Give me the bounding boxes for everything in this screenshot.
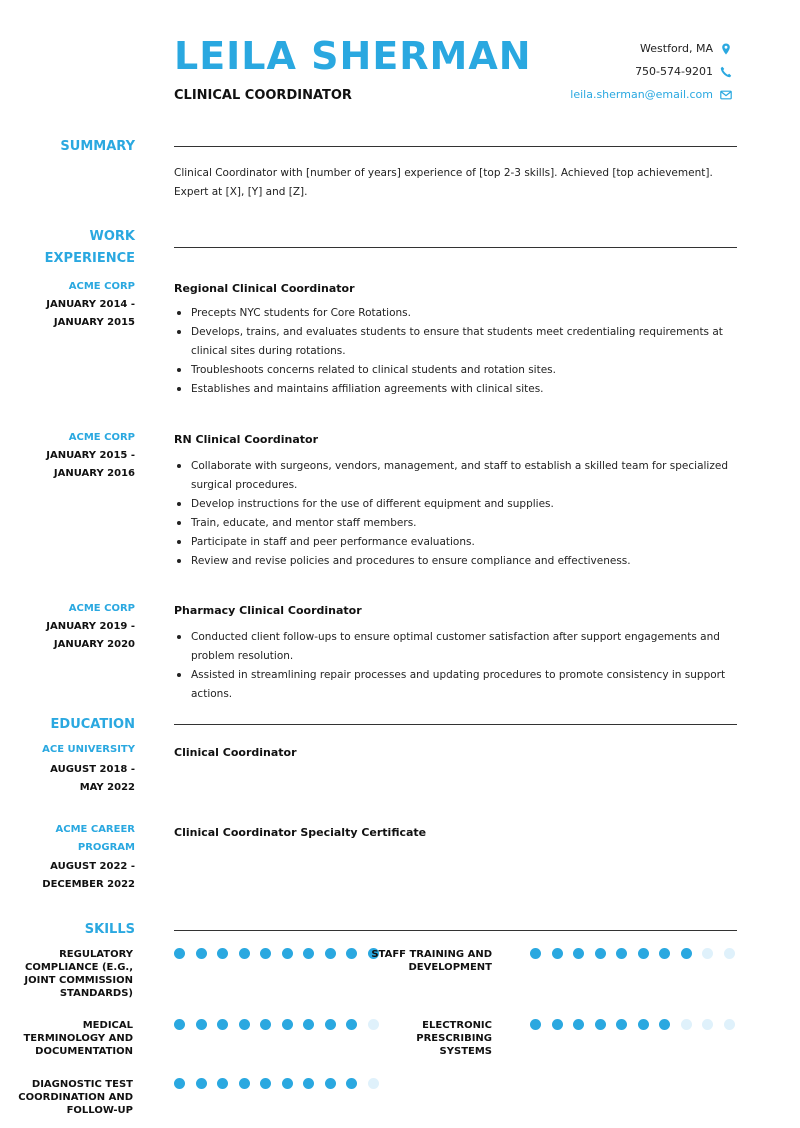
list-item: Precepts NYC students for Core Rotations. [174, 304, 737, 323]
education-divider [174, 724, 737, 725]
rating-dot-filled [595, 948, 606, 959]
rating-dot-empty [702, 948, 713, 959]
location-text: Westford, MA [640, 42, 713, 55]
list-item: Train, educate, and mentor staff members. [174, 514, 737, 533]
rating-dot-filled [659, 948, 670, 959]
job-2-dates [46, 447, 135, 483]
rating-dot-filled [196, 1078, 207, 1089]
edu-2-school-line2: PROGRAM [77, 842, 135, 853]
education-heading: EDUCATION [50, 717, 135, 732]
job-1-dates-start: JANUARY 2014 - [46, 299, 135, 310]
skill-1-rating [174, 948, 379, 959]
rating-dot-filled [174, 1019, 185, 1030]
job-3-dates [46, 618, 135, 654]
skill-1-name: REGULATORY COMPLIANCE (E.G., JOINT COMMISSION STANDARDS) [24, 949, 133, 999]
rating-dot-filled [659, 1019, 670, 1030]
work-heading-line1: WORK [89, 229, 135, 244]
skills-divider [174, 930, 737, 931]
rating-dot-filled [196, 1019, 207, 1030]
rating-dot-filled [638, 948, 649, 959]
job-1-title: Regional Clinical Coordinator [174, 282, 355, 295]
rating-dot-filled [217, 1019, 228, 1030]
rating-dot-filled [282, 948, 293, 959]
edu-2-dates-start: AUGUST 2022 - [50, 861, 135, 872]
rating-dot-filled [239, 948, 250, 959]
rating-dot-filled [573, 948, 584, 959]
job-3-bullets [174, 628, 737, 704]
summary-divider [174, 146, 737, 147]
job-3-company: ACME CORP [68, 603, 135, 614]
edu-1-degree: Clinical Coordinator [174, 746, 297, 759]
skill-2-rating [530, 948, 735, 959]
rating-dot-filled [260, 1019, 271, 1030]
skill-5-rating [174, 1078, 379, 1089]
rating-dot-filled [346, 1019, 357, 1030]
rating-dot-filled [282, 1019, 293, 1030]
rating-dot-filled [530, 948, 541, 959]
edu-1-dates-start: AUGUST 2018 - [50, 764, 135, 775]
rating-dot-filled [346, 948, 357, 959]
list-item: Develops, trains, and evaluates students to ensure that students meet credentialing requirements at clinical sites during rotations. [174, 323, 737, 361]
work-heading-line2: EXPERIENCE [44, 251, 135, 266]
job-3-dates-end: JANUARY 2020 [53, 639, 135, 650]
job-3-title: Pharmacy Clinical Coordinator [174, 604, 362, 617]
map-pin-icon [720, 43, 732, 55]
job-2-title: RN Clinical Coordinator [174, 433, 319, 446]
rating-dot-filled [303, 1019, 314, 1030]
rating-dot-filled [346, 1078, 357, 1089]
skills-heading: SKILLS [84, 922, 135, 937]
rating-dot-empty [724, 1019, 735, 1030]
contact-phone [635, 65, 732, 78]
rating-dot-filled [239, 1078, 250, 1089]
rating-dot-filled [573, 1019, 584, 1030]
rating-dot-filled [196, 948, 207, 959]
work-divider [174, 247, 737, 248]
summary-text: Clinical Coordinator with [number of years] experience of [top 2-3 skills]. Achieved [top achievement]. Expert at [X], [Y] and [Z]. [174, 167, 713, 198]
summary-heading: SUMMARY [60, 139, 135, 154]
rating-dot-filled [303, 1078, 314, 1089]
job-1-bullets [174, 304, 737, 399]
skill-3-name: MEDICAL TERMINOLOGY AND DOCUMENTATION [23, 1020, 133, 1057]
edu-2-dates [42, 858, 135, 894]
rating-dot-filled [239, 1019, 250, 1030]
rating-dot-filled [217, 1078, 228, 1089]
edu-2-dates-end: DECEMBER 2022 [42, 879, 135, 890]
skill-2-name: STAFF TRAINING AND DEVELOPMENT [371, 949, 492, 973]
job-2-dates-start: JANUARY 2015 - [46, 450, 135, 461]
rating-dot-filled [616, 948, 627, 959]
job-3-dates-start: JANUARY 2019 - [46, 621, 135, 632]
rating-dot-filled [552, 1019, 563, 1030]
job-1-dates [46, 296, 135, 332]
contact-location [640, 42, 732, 55]
rating-dot-filled [303, 948, 314, 959]
rating-dot-filled [595, 1019, 606, 1030]
edu-1-school: ACE UNIVERSITY [42, 744, 135, 755]
rating-dot-filled [681, 948, 692, 959]
edu-1-dates [50, 761, 135, 797]
list-item: Participate in staff and peer performance evaluations. [174, 533, 737, 552]
contact-email[interactable] [570, 88, 732, 101]
rating-dot-filled [552, 948, 563, 959]
rating-dot-filled [282, 1078, 293, 1089]
list-item: Collaborate with surgeons, vendors, management, and staff to establish a skilled team for specialized surgical procedures. [174, 457, 737, 495]
edu-1-dates-end: MAY 2022 [79, 782, 135, 793]
list-item: Review and revise policies and procedures to ensure compliance and effectiveness. [174, 552, 737, 571]
rating-dot-filled [616, 1019, 627, 1030]
rating-dot-empty [724, 948, 735, 959]
rating-dot-filled [325, 1019, 336, 1030]
job-2-dates-end: JANUARY 2016 [53, 468, 135, 479]
list-item: Develop instructions for the use of different equipment and supplies. [174, 495, 737, 514]
list-item: Establishes and maintains affiliation agreements with clinical sites. [174, 380, 737, 399]
rating-dot-empty [702, 1019, 713, 1030]
rating-dot-filled [530, 1019, 541, 1030]
rating-dot-filled [260, 1078, 271, 1089]
rating-dot-filled [217, 948, 228, 959]
rating-dot-filled [325, 1078, 336, 1089]
job-1-company: ACME CORP [68, 281, 135, 292]
list-item: Conducted client follow-ups to ensure optimal customer satisfaction after support engagements and problem resolution. [174, 628, 737, 666]
candidate-name: LEILA SHERMAN [174, 34, 532, 78]
edu-2-degree: Clinical Coordinator Specialty Certificate [174, 826, 427, 839]
rating-dot-filled [260, 948, 271, 959]
rating-dot-empty [368, 1078, 379, 1089]
rating-dot-empty [681, 1019, 692, 1030]
email-link[interactable]: leila.sherman@email.com [570, 88, 713, 101]
phone-text: 750-574-9201 [635, 65, 713, 78]
skill-3-rating [174, 1019, 379, 1030]
job-2-company: ACME CORP [68, 432, 135, 443]
skill-5-name: DIAGNOSTIC TEST COORDINATION AND FOLLOW-UP [18, 1079, 133, 1116]
rating-dot-filled [174, 948, 185, 959]
job-title: CLINICAL COORDINATOR [174, 88, 352, 103]
edu-2-school-line1: ACME CAREER [55, 824, 135, 835]
skill-4-name: ELECTRONIC PRESCRIBING SYSTEMS [416, 1020, 492, 1057]
edu-2-school [56, 821, 135, 857]
skill-4-rating [530, 1019, 735, 1030]
job-1-dates-end: JANUARY 2015 [53, 317, 135, 328]
work-heading [45, 226, 135, 270]
list-item: Troubleshoots concerns related to clinical students and rotation sites. [174, 361, 737, 380]
rating-dot-filled [174, 1078, 185, 1089]
phone-icon [720, 66, 732, 78]
rating-dot-filled [325, 948, 336, 959]
job-2-bullets [174, 457, 737, 571]
rating-dot-filled [638, 1019, 649, 1030]
list-item: Assisted in streamlining repair processes and updating procedures to promote consistency in support actions. [174, 666, 737, 704]
envelope-icon [720, 89, 732, 101]
